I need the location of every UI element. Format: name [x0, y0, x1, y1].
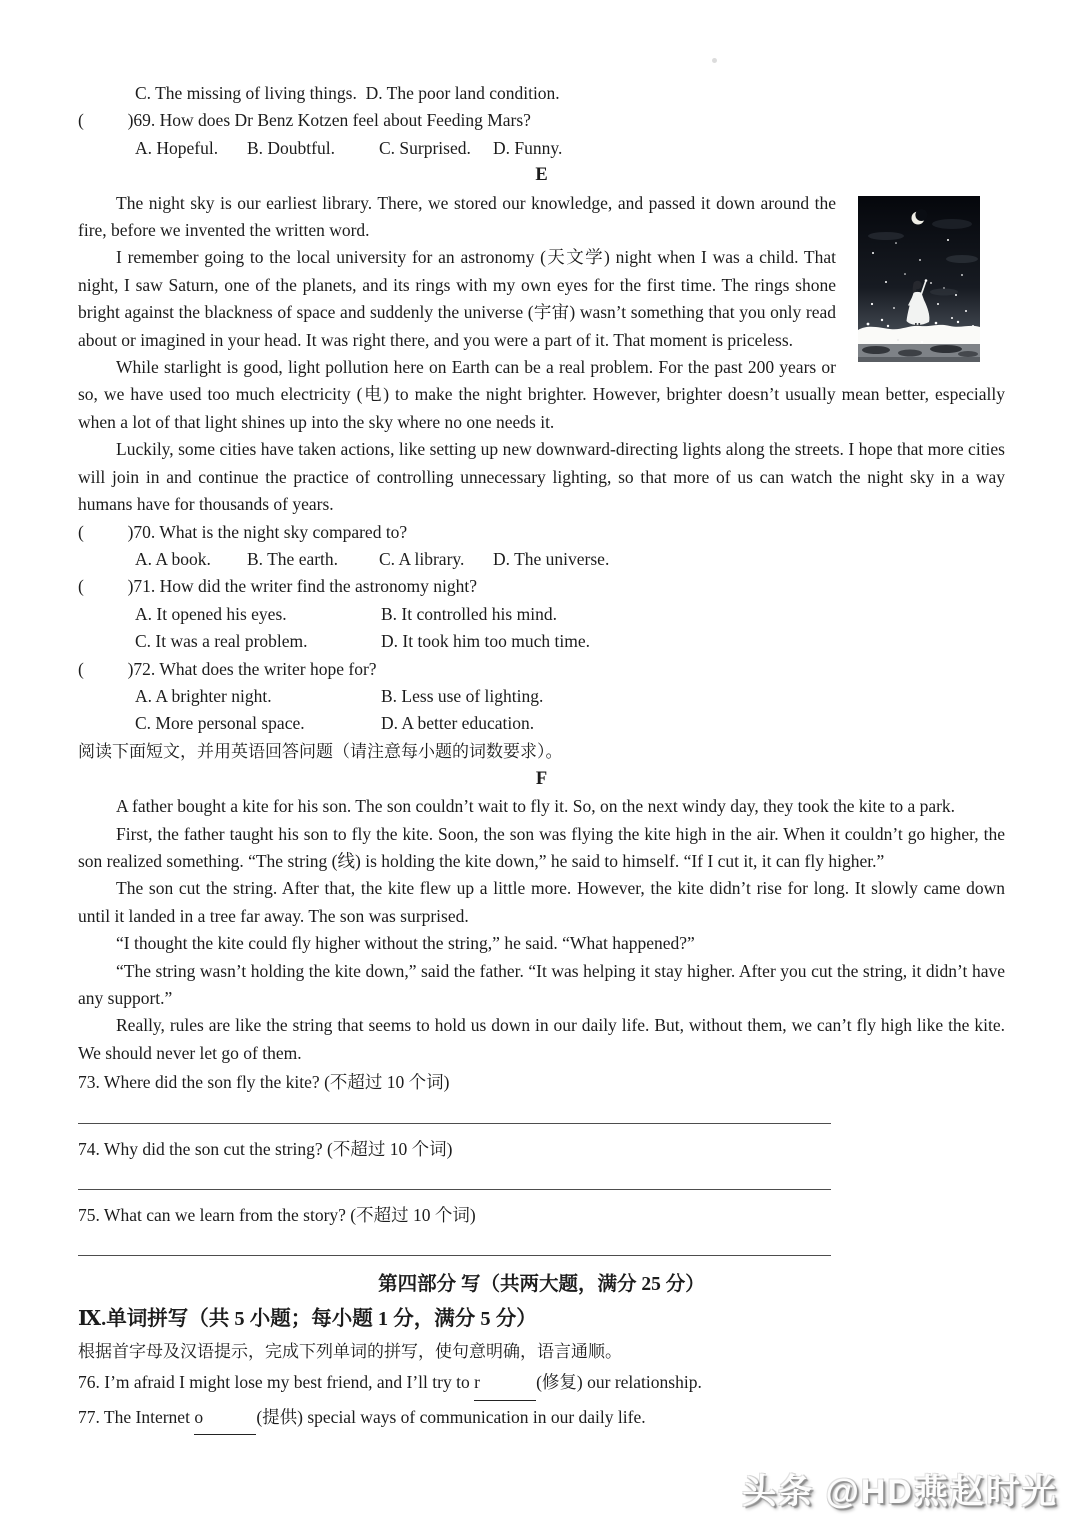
option-c: C. More personal space.: [135, 713, 305, 734]
spelling-item-77: [78, 1401, 1005, 1436]
option-b: B. It controlled his mind.: [381, 603, 557, 624]
option-c: C. It was a real problem.: [135, 631, 308, 652]
passage-e-paragraph-4: Luckily, some cities have taken actions, like setting up new downward-directing lights along the streets. I hope that more cities will join in and continue the practice of controlling unnecessary lighting, so that more of us can watch the night sky in a way humans have for thousands of years.: [78, 439, 1005, 515]
spelling-item-76: [78, 1366, 1005, 1401]
question-69: ( )69. How does Dr Benz Kotzen feel about Feeding Mars?: [78, 110, 531, 131]
item-76-hint: (修复): [536, 1372, 583, 1393]
part-4-header: 第四部分 写（共两大题，满分 25 分）: [378, 1274, 705, 1296]
night-sky-illustration: [858, 196, 980, 362]
question-72-options-row-2: [78, 710, 1005, 737]
item-77-suffix: special ways of communication in our daily life.: [302, 1406, 646, 1427]
item-76-blank: [474, 1366, 536, 1401]
item-77-blank: [194, 1401, 256, 1436]
section-e-heading: E: [535, 165, 548, 186]
question-71: ( )71. How did the writer find the astronomy night?: [78, 576, 478, 597]
item-76-suffix: our relationship.: [582, 1372, 702, 1393]
passage-f-paragraph-1: A father bought a kite for his son. The son couldn’t wait to fly it. So, on the next windy day, they took the kite to a park.: [116, 796, 956, 817]
option-d: D. It took him too much time.: [381, 631, 591, 652]
passage-f-paragraph-5: “The string wasn’t holding the kite down,” said the father. “It was helping it stay higher. After you cut the string, it didn’t have any support.”: [78, 960, 1005, 1008]
item-76-first-letter: r: [474, 1372, 480, 1393]
item-76-prefix: 76. I’m afraid I might lose my best friend, and I’ll try to: [78, 1372, 475, 1393]
option-a: A. A book.: [135, 548, 211, 569]
passage-e-paragraph-1: The night sky is our earliest library. There, we stored our knowledge, and passed it down around the fire, before we invented the written word.: [78, 192, 836, 241]
question-72: ( )72. What does the writer hope for?: [78, 658, 377, 679]
section-f-heading: F: [535, 768, 548, 789]
question-75: 75. What can we learn from the story? (不超过 10 个词): [78, 1205, 476, 1226]
q68-options-cd: C. The missing of living things. D. The poor land condition.: [135, 83, 560, 103]
passage-f: [78, 793, 1005, 1067]
option-a: A. Hopeful.: [135, 137, 219, 158]
section-f-instruction: 阅读下面短文，并用英语回答问题（请注意每小题的词数要求）。: [78, 741, 563, 761]
option-d: D. Funny.: [493, 137, 563, 158]
question-72-options-row-1: [78, 683, 1005, 710]
section-ix-header: Ⅸ.单词拼写（共 5 小题；每小题 1 分，满分 5 分）: [78, 1308, 537, 1331]
question-69-options: [78, 135, 1005, 162]
option-d: D. A better education.: [381, 713, 535, 734]
option-b: B. Less use of lighting.: [381, 685, 544, 706]
passage-f-paragraph-3: The son cut the string. After that, the kite flew up a little more. However, the kite didn’t rise for long. It slowly came down until it landed in a tree far away. The son was surprised.: [78, 878, 1005, 926]
passage-f-paragraph-4: “I thought the kite could fly higher without the string,” he said. “What happened?”: [116, 933, 695, 954]
item-77-hint: (提供): [256, 1406, 303, 1427]
question-70-options: [78, 546, 1005, 573]
question-71-options-row-2: [78, 628, 1005, 655]
answer-line-73: [78, 1123, 831, 1124]
watermark: 头条 @HD燕赵时光: [742, 1473, 1058, 1511]
question-74: 74. Why did the son cut the string? (不超过 10 个词): [78, 1138, 453, 1159]
answer-line-74: [78, 1189, 831, 1190]
passage-f-paragraph-2: First, the father taught his son to fly the kite. Soon, the son was flying the kite high in the air. When it couldn’t go higher, the son realized something. “The string (线) is holding the kite down,” he said to himself. “If I cut it, it can fly higher.”: [78, 823, 1005, 871]
item-77-prefix: 77. The Internet: [78, 1406, 195, 1427]
option-a: A. It opened his eyes.: [135, 603, 287, 624]
option-c: C. Surprised.: [379, 137, 471, 158]
item-77-first-letter: o: [194, 1406, 204, 1427]
option-b: B. The earth.: [247, 548, 339, 569]
passage-f-paragraph-6: Really, rules are like the string that seems to hold us down in our daily life. But, without them, we can’t fly high like the kite. We should never let go of them.: [78, 1015, 1005, 1063]
passage-e-paragraph-3: While starlight is good, light pollution here on Earth can be a real problem. For the past 200 years or so, we have used too much electricity (电) to make the night brighter. However, brighter doesn’t usually mean better, especially when a lot of that light shines up into the sky where no one needs it.: [78, 357, 1005, 432]
question-71-options-row-1: [78, 601, 1005, 628]
option-c: C. A library.: [379, 548, 465, 569]
question-73: 73. Where did the son fly the kite? (不超过 10 个词): [78, 1072, 450, 1093]
answer-line-75: [78, 1255, 831, 1256]
scan-artifact-dot: [712, 58, 717, 63]
option-b: B. Doubtful.: [247, 137, 335, 158]
passage-e-paragraph-2: I remember going to the local university for an astronomy (天文学) night when I was a child. That night, I saw Saturn, one of the planets, and its rings with my own eyes for the first time. The rings shone bright against the blackness of space and suddenly the universe (宇宙) wasn’t something that you only read about or imagined in your head. It was right there, and you were a part of it. That moment is priceless.: [78, 247, 836, 350]
night-sky-image: [858, 196, 980, 362]
passage-e: [78, 190, 1005, 519]
question-70: ( )70. What is the night sky compared to?: [78, 521, 408, 542]
option-a: A. A brighter night.: [135, 685, 272, 706]
option-d: D. The universe.: [493, 548, 610, 569]
section-ix-instruction: 根据首字母及汉语提示，完成下列单词的拼写，使句意明确，语言通顺。: [78, 1342, 622, 1362]
